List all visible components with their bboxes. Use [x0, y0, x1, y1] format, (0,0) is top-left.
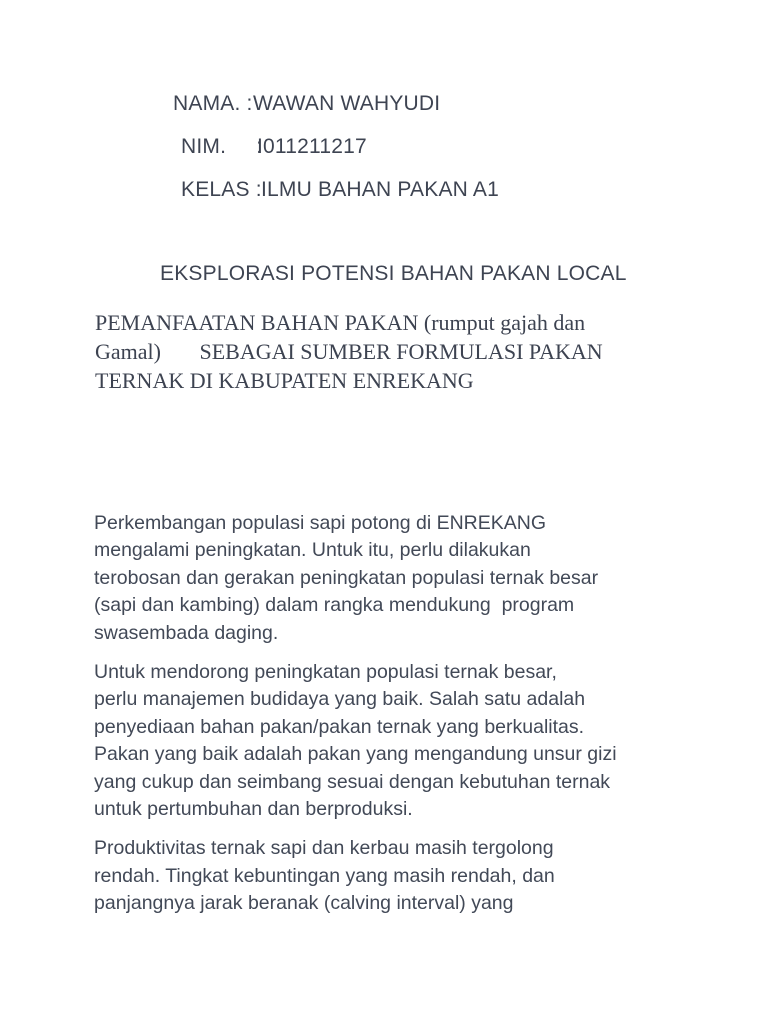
paragraph-line: (sapi dan kambing) dalam rangka mendukung program	[94, 594, 575, 617]
paragraph-line: penyediaan bahan pakan/pakan ternak yang berkualitas.	[94, 715, 585, 738]
name-label: NAMA. :	[173, 92, 253, 115]
paragraph-line: perlu manajemen budidaya yang baik. Salah satu adalah	[94, 688, 586, 711]
paragraph-line: yang cukup dan seimbang sesuai dengan kebutuhan ternak	[94, 770, 611, 793]
title-line: TERNAK DI KABUPATEN ENREKANG	[95, 368, 474, 393]
class-line	[181, 177, 499, 203]
paragraph-line: rendah. Tingkat kebuntingan yang masih rendah, dan	[94, 864, 555, 887]
paragraph-line: Produktivitas ternak sapi dan kerbau masih tergolong	[94, 837, 554, 860]
paragraph-line: Untuk mendorong peningkatan populasi ternak besar,	[94, 661, 557, 684]
nim-label: NIM. :	[181, 135, 263, 158]
title-line: Gamal) SEBAGAI SUMBER FORMULASI PAKAN	[95, 339, 603, 364]
paragraph-line: panjangnya jarak beranak (calving interval) yang	[94, 892, 514, 915]
paragraph-line: swasembada daging.	[94, 621, 279, 644]
body-text	[94, 510, 684, 930]
paragraph-line: mengalami peningkatan. Untuk itu, perlu dilakukan	[94, 539, 531, 562]
name-value: WAWAN WAHYUDI	[253, 92, 441, 115]
nim-value: I011211217	[257, 135, 367, 158]
student-id-line	[181, 134, 367, 160]
paragraph-line: untuk pertumbuhan dan berproduksi.	[94, 798, 413, 821]
title-line: PEMANFAATAN BAHAN PAKAN (rumput gajah dan	[95, 310, 586, 335]
paragraph-line: Perkembangan populasi sapi potong di ENREKANG	[94, 512, 547, 534]
paragraph	[94, 510, 684, 647]
paragraph	[94, 659, 684, 823]
class-label: KELAS :	[181, 178, 262, 201]
topic-heading: EKSPLORASI POTENSI BAHAN PAKAN LOCAL	[160, 262, 627, 285]
student-name-line	[173, 91, 440, 117]
paragraph	[94, 835, 684, 917]
paragraph-line: terobosan dan gerakan peningkatan populasi ternak besar	[94, 566, 599, 589]
class-value: ILMU BAHAN PAKAN A1	[261, 178, 499, 201]
paragraph-line: Pakan yang baik adalah pakan yang mengandung unsur gizi	[94, 743, 617, 766]
document-title	[95, 308, 675, 395]
